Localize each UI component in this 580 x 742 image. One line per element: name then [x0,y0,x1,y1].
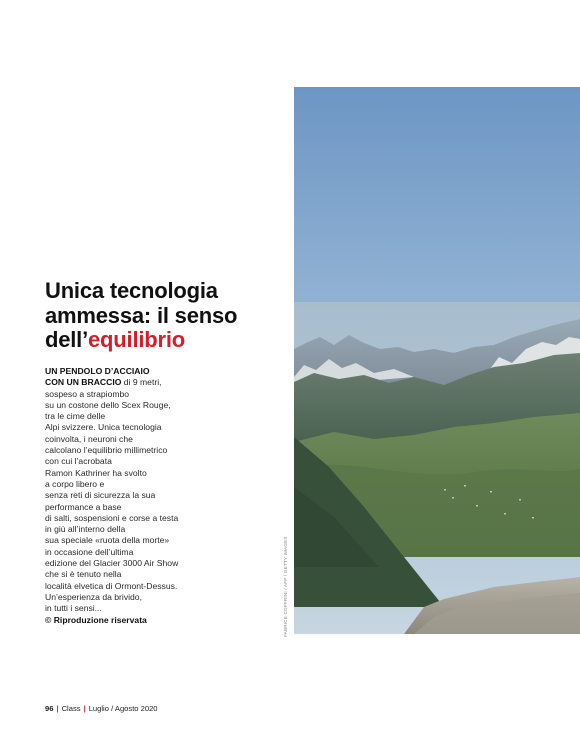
body-lead-line: UN PENDOLO D’ACCIAIO [45,366,150,376]
body-line: senza reti di sicurezza la sua [45,490,156,501]
body-line: in tutti i sensi... [45,603,102,614]
body-line: in occasione dell’ultima [45,546,134,557]
issue-date: Luglio / Agosto 2020 [88,704,158,713]
copyright-notice: © Riproduzione riservata [45,614,147,625]
headline-line-1: Unica tecnologia [45,278,218,303]
footer-separator: | [83,704,86,713]
body-line: performance a base [45,501,122,512]
body-line: tra le cime delle [45,411,106,422]
body-line: Ramon Kathriner ha svolto [45,467,147,478]
headline-line-2: ammessa: il senso [45,302,238,328]
body-lead-line: CON UN BRACCIO di 9 metri, [45,377,162,388]
page-number: 96 [45,704,54,713]
body-line: che si è tenuto nella [45,569,122,580]
magazine-name: Class [61,704,81,713]
mountain-photo [294,87,580,634]
body-line: in giù all’interno della [45,524,126,535]
body-line: su un costone dello Scex Rouge, [45,399,171,410]
body-line: sua speciale «ruota della morte» [45,535,170,546]
headline-accent-word: equilibrio [88,327,186,352]
alpine-landscape-image [294,87,580,634]
page-footer [45,704,158,713]
headline-line-3-prefix: dell’ [45,327,89,352]
article-headline [45,279,285,353]
article-body [45,366,245,626]
body-line: a corpo libero e [45,478,105,489]
body-line: edizione del Glacier 3000 Air Show [45,558,179,569]
body-line: di salti, sospensioni e corse a testa [45,512,179,523]
body-line: Un’esperienza da brivido, [45,591,142,602]
body-line: località elvetica di Ormont-Dessus. [45,580,178,591]
body-line: coinvolta, i neuroni che [45,433,133,444]
photo-credit: FABRICE COFFRINI / AFP / GETTY IMAGES [283,536,288,637]
body-line: sospeso a strapiombo [45,388,130,399]
body-line: con cui l’acrobata [45,456,112,467]
body-line: calcolano l’equilibrio millimetrico [45,445,168,456]
footer-separator: | [56,704,59,713]
body-line: Alpi svizzere. Unica tecnologia [45,422,162,433]
